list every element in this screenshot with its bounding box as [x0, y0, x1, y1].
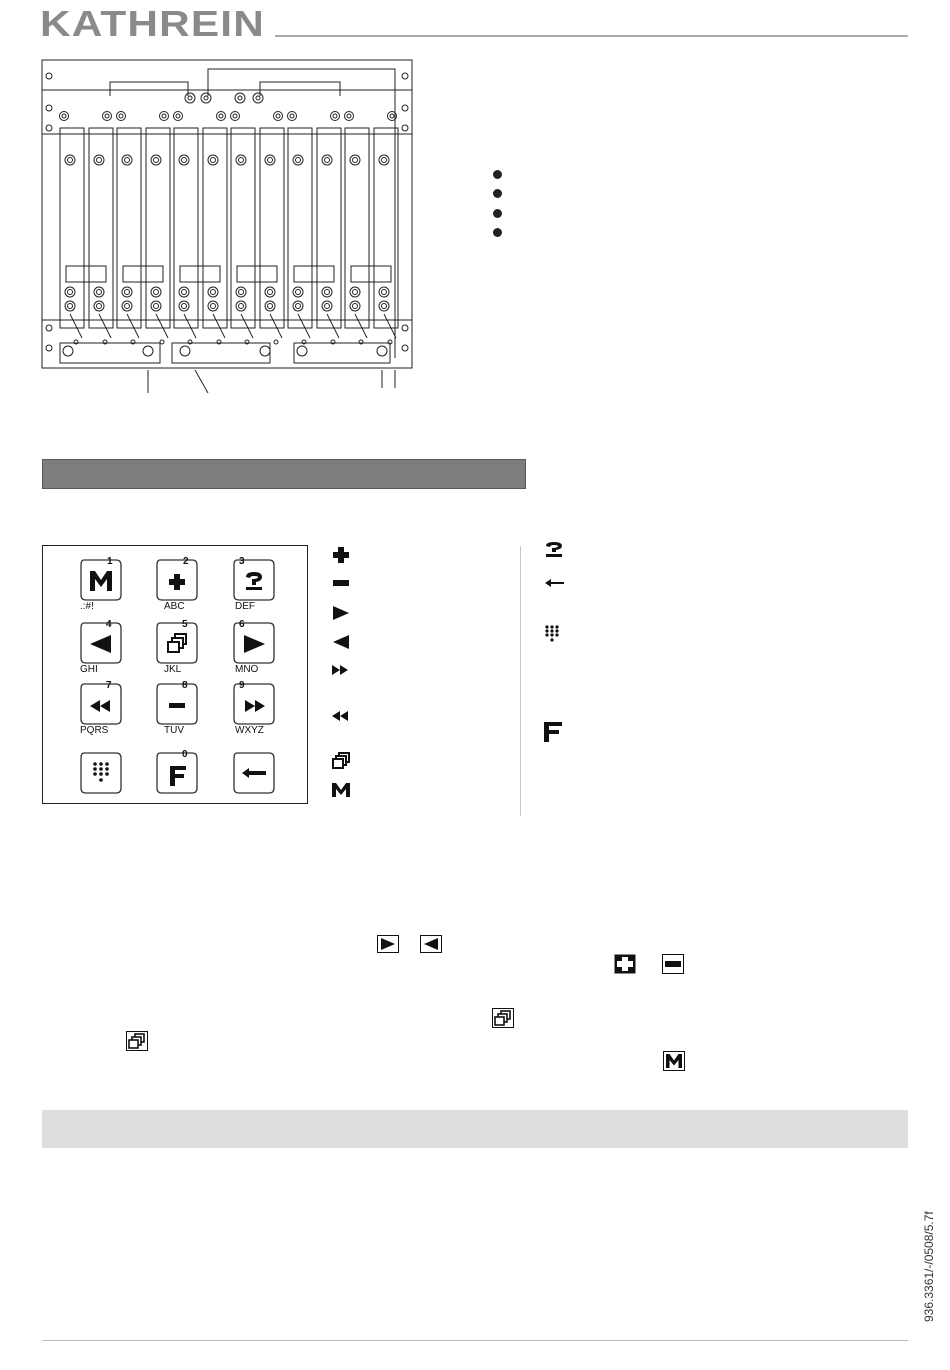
bullet-point: [493, 209, 502, 218]
key-number: 9: [239, 680, 245, 691]
rewind-icon: [332, 711, 348, 721]
key-letters: GHI: [80, 664, 98, 675]
key-letters: DEF: [235, 601, 255, 612]
backspace-icon: [231, 750, 277, 796]
svg-text:KATHREIN: KATHREIN: [40, 6, 265, 40]
m-icon: [331, 782, 351, 798]
keypad-key[interactable]: [154, 557, 200, 603]
keypad-key[interactable]: [78, 557, 124, 603]
key-number: 5: [182, 619, 188, 630]
minus-icon: [662, 954, 684, 974]
copy-icon: [154, 620, 200, 666]
key-number: 1: [107, 556, 113, 567]
key-number: 0: [182, 749, 188, 760]
column-divider: [520, 546, 521, 816]
fast-forward-icon: [332, 665, 348, 675]
section-heading-band: [42, 459, 526, 489]
keypad-key[interactable]: [78, 750, 124, 796]
key-letters: WXYZ: [235, 725, 264, 736]
fast-forward-icon: [231, 681, 277, 727]
keypad-key[interactable]: [231, 557, 277, 603]
rewind-icon: [78, 681, 124, 727]
key-number: 3: [239, 556, 245, 567]
arrow-right-icon: [332, 605, 350, 621]
bullet-point: [493, 170, 502, 179]
minus-icon: [154, 681, 200, 727]
kathrein-logo: [40, 6, 270, 40]
m-icon: [663, 1051, 685, 1071]
plus-icon: [154, 557, 200, 603]
backspace-icon: [545, 578, 565, 588]
plus-icon: [332, 546, 350, 564]
keypad-key[interactable]: [78, 620, 124, 666]
key-number: 8: [182, 680, 188, 691]
arrow-right-icon: [231, 620, 277, 666]
footer-rule: [42, 1340, 908, 1341]
numpad-icon: [78, 750, 124, 796]
bullet-point: [493, 189, 502, 198]
copy-icon: [126, 1031, 148, 1051]
f-icon: [154, 750, 200, 796]
plus-icon: [614, 954, 636, 974]
numpad-icon: [544, 625, 562, 643]
key-number: 4: [106, 619, 112, 630]
arrow-left-icon: [332, 634, 350, 650]
key-number: 6: [239, 619, 245, 630]
key-number: 2: [183, 556, 189, 567]
section-band: [42, 1110, 908, 1148]
keypad-key[interactable]: [154, 620, 200, 666]
keypad-key[interactable]: [231, 750, 277, 796]
key-letters: MNO: [235, 664, 259, 675]
keypad-key[interactable]: [154, 681, 200, 727]
document-code: 936.3361/-/0508/5.7f: [922, 1211, 936, 1322]
key-letters: .:#!: [80, 601, 94, 612]
bullet-point: [493, 228, 502, 237]
key-letters: TUV: [164, 725, 184, 736]
m-icon: [78, 557, 124, 603]
arrow-right-icon: [377, 935, 399, 953]
rack-diagram: [40, 58, 415, 398]
keypad-key[interactable]: [154, 750, 200, 796]
f-icon: [543, 721, 563, 743]
arrow-left-icon: [420, 935, 442, 953]
arrow-left-icon: [78, 620, 124, 666]
key-letters: PQRS: [80, 725, 109, 736]
keypad-key[interactable]: [231, 620, 277, 666]
header-rule: [275, 35, 908, 37]
keypad-key[interactable]: [78, 681, 124, 727]
question-icon: [231, 557, 277, 603]
question-icon: [544, 541, 564, 558]
copy-icon: [332, 752, 350, 769]
keypad-key[interactable]: [231, 681, 277, 727]
key-letters: JKL: [164, 664, 182, 675]
minus-icon: [332, 578, 350, 588]
key-number: 7: [106, 680, 112, 691]
copy-icon: [492, 1008, 514, 1028]
key-letters: ABC: [164, 601, 185, 612]
